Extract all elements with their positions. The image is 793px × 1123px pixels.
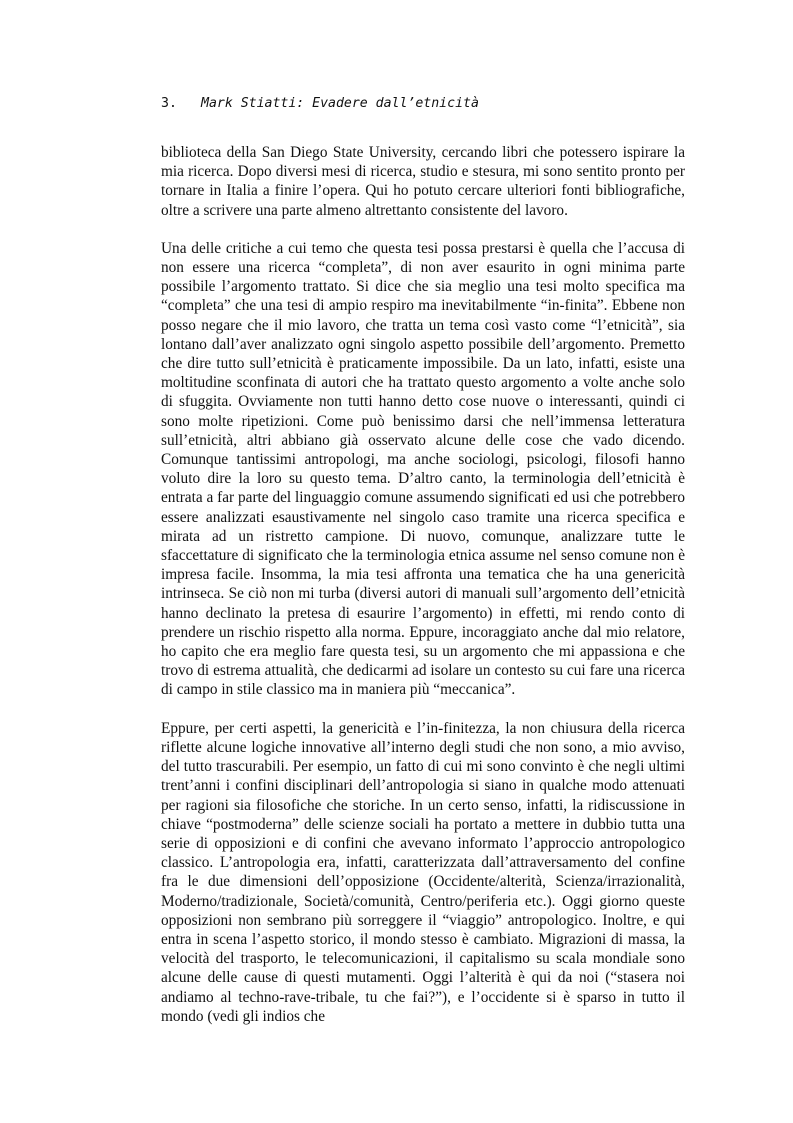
running-header xyxy=(161,95,681,113)
paragraph: biblioteca della San Diego State University, cercando libri che potessero ispirare la mia ricerca. Dopo diversi mesi di ricerca, studio e stesura, mi sono sentito pronto per tornare in Italia a finire l’opera. Qui ho potuto cercare ulteriori fonti bibliografiche, oltre a scrivere una parte almeno altrettanto consistente del lavoro. xyxy=(161,144,685,219)
paragraph: Una delle critiche a cui temo che questa tesi possa prestarsi è quella che l’accusa di non essere una ricerca “completa”, di non aver esaurito in ogni minima parte possibile l’argomento trattato. Si dice che sia meglio una tesi molto specifica ma “completa” che una tesi di ampio respiro ma inevitabilmente “in-finita”. Ebbene non posso negare che il mio lavoro, che tratta un tema così vasto come “l’etnicità”, sia lontano dall’aver analizzato ogni singolo aspetto possibile dell’argomento. Premetto che dire tutto sull’etnicità è praticamente impossibile. Da un lato, infatti, esiste una moltitudine sconfinata di autori che ha trattato questo argomento a volte anche solo di sfuggita. Ovviamente non tutti hanno detto cose nuove o interessanti, quindi ci sono molte ripetizioni. Come può benissimo darsi che nell’immensa letteratura sull’etnicità, altri abbiano già osservato alcune delle cose che vado dicendo. Comunque tantissimi antropologi, ma anche sociologi, psicologi, filosofi hanno voluto dire la loro su questo tema. D’altro canto, la terminologia dell’etnicità è entrata a far parte del linguaggio comune assumendo significati ed usi che potrebbero essere analizzati esaustivamente nel singolo caso tramite una ricerca specifica e mirata ad un ristretto campione. Di nuovo, comunque, analizzare tutte le sfaccettature di significato che la terminologia etnica assume nel senso comune non è impresa facile. Insomma, la mia tesi affronta una tematica che ha una genericità intrinseca. Se ciò non mi turba (diversi autori di manuali sull’argomento dell’etnicità hanno declinato la pretesa di esaurire l’argomento) in effetti, mi rendo conto di prendere un rischio rispetto alla norma. Eppure, incoraggiato anche dal mio relatore, ho capito che era meglio fare questa tesi, su un argomento che mi appassiona e che trovo di estrema attualità, che dedicarmi ad isolare un contesto su cui fare una ricerca di campo in stile classico ma in maniera più “meccanica”. xyxy=(161,239,685,699)
body-text xyxy=(161,143,685,1045)
section-title: Mark Stiatti: Evadere dall’etnicità xyxy=(201,96,479,111)
paragraph: Eppure, per certi aspetti, la genericità e l’in-finitezza, la non chiusura della ricerca riflette alcune logiche innovative all’interno degli studi che non sono, a mio avviso, del tutto trascurabili. Per esempio, un fatto di cui mi sono convinto è che negli ultimi trent’anni i confini disciplinari dell’antropologia si siano in qualche modo attenuati per ragioni sia filosofiche che storiche. In un certo senso, infatti, la ridiscussione in chiave “postmoderna” delle scienze sociali ha portato a mettere in dubbio tutta una serie di opposizioni e di confini che avevano informato l’approccio antropologico classico. L’antropologia era, infatti, caratterizzata dall’attraversamento del confine fra le due dimensioni dell’opposizione (Occidente/alterità, Scienza/irrazionalità, Moderno/tradizionale, Società/comunità, Centro/periferia etc.). Oggi giorno queste opposizioni non sembrano più sorreggere il “viaggio” antropologico. Inoltre, e qui entra in scena l’aspetto storico, il mondo stesso è cambiato. Migrazioni di massa, la velocità del trasporto, le telecomunicazioni, il capitalismo su scala mondiale sono alcune delle cause di questi mutamenti. Oggi l’alterità è qui da noi (“stasera noi andiamo al techno-rave-tribale, tu che fai?”), e l’occidente si è sparso in tutto il mondo (vedi gli indios che xyxy=(161,719,685,1025)
section-number: 3. xyxy=(161,96,177,111)
